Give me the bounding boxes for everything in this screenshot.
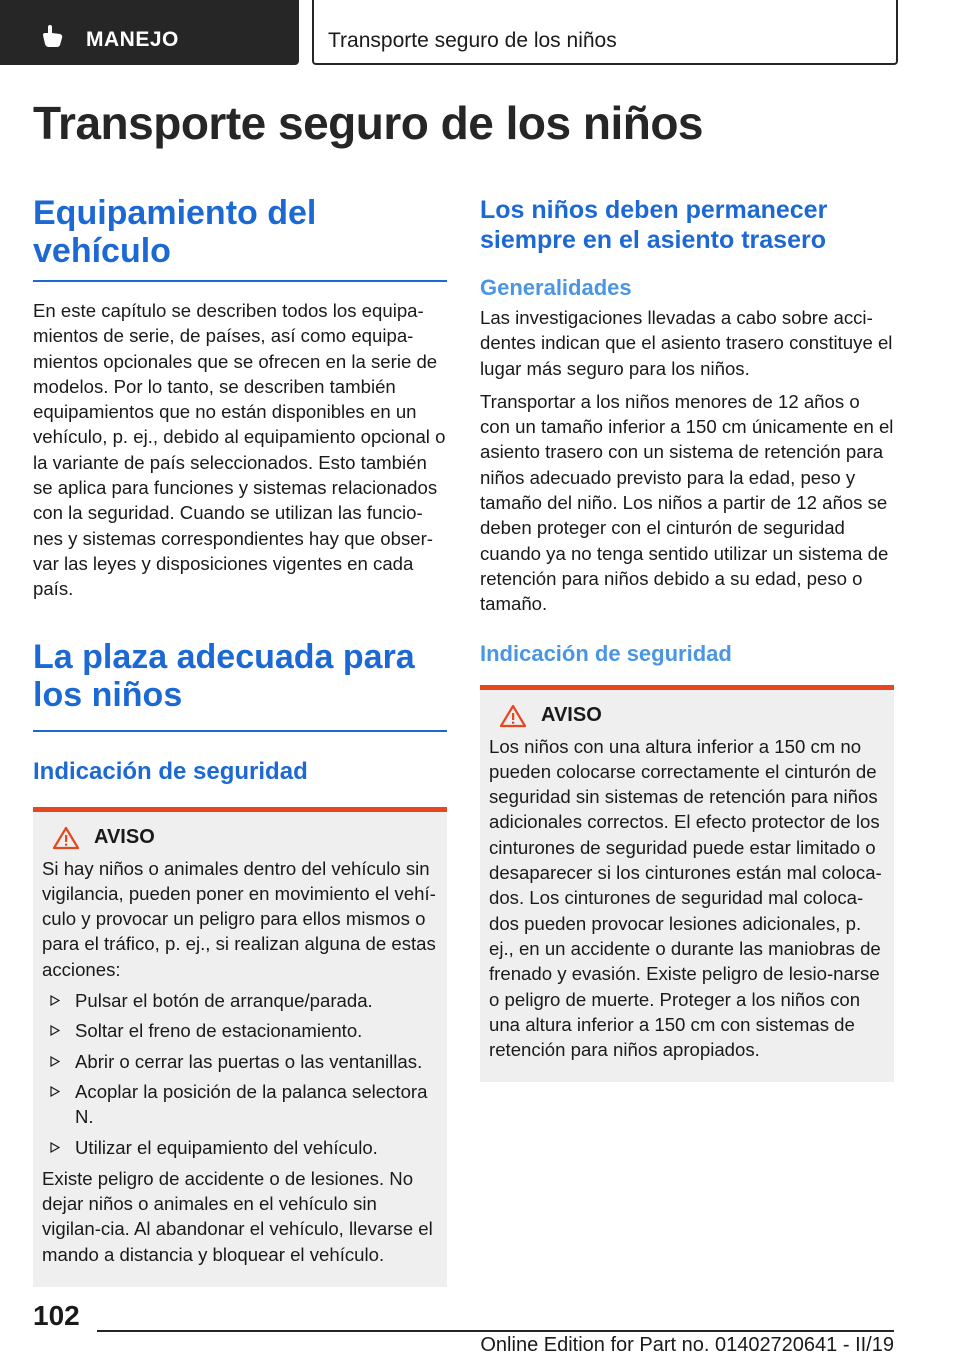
heading-safety-left: Indicación de seguridad [33, 757, 308, 785]
list-item-text: Acoplar la posición de la palanca selectora N. [75, 1080, 428, 1128]
triangle-bullet-icon [50, 1086, 60, 1097]
warning-box-left [33, 807, 447, 1287]
warning-text: Los niños con una altura inferior a 150 cm no pueden colocarse correctamente el cinturón de seguridad sin sistemas de retención para niños adicionales correctos. El efecto protector de los cinturones de seguridad puede estar limitado o desaparecer si los cinturones están mal coloca-dos. Los cinturones de seguridad mal coloca-dos pueden provocar lesiones adicionales, p. ej., en un accidente o durante las maniobras de frenado y evasión. Existe peligro de lesio-narse o peligro de muerte. Proteger a los niños con una altura inferior a 150 cm con sistemas de retención para niños apropiados. [489, 735, 882, 1061]
warning-outro: Existe peligro de accidente o de lesiones. No dejar niños o animales en el vehículo sin vigilan-cia. Al abandonar el vehículo, llevarse el mando a distancia y bloquear el vehículo. [42, 1167, 433, 1265]
list-item-text: Pulsar el botón de arranque/parada. [75, 990, 373, 1012]
warning-list [42, 988, 438, 1160]
warning-label: AVISO [94, 826, 155, 849]
triangle-bullet-icon [50, 995, 60, 1006]
warning-intro: Si hay niños o animales dentro del vehículo sin vigilancia, pueden poner en movimiento el vehí-culo y provocar un peligro para ellos mismos o para el tráfico, p. ej., si realizan alguna de estas acciones: [42, 857, 436, 980]
heading-rule [33, 730, 447, 732]
warning-label: AVISO [541, 704, 602, 727]
chapter-header [312, 0, 898, 65]
heading-safety-right: Indicación de seguridad [480, 640, 732, 666]
page-number: 102 [33, 1300, 80, 1331]
heading-general: Generalidades [480, 275, 632, 300]
warning-header [52, 826, 438, 850]
list-item [42, 1049, 438, 1074]
heading-rule [33, 280, 447, 282]
triangle-bullet-icon [50, 1056, 60, 1067]
list-item [42, 988, 438, 1013]
right-column [480, 195, 894, 1082]
chapter-title: Transporte seguro de los niños [328, 29, 617, 52]
heading-rear-seat: Los niños deben permanecer siempre en el asiento trasero [480, 196, 828, 254]
triangle-bullet-icon [50, 1025, 60, 1036]
edition-note: Online Edition for Part no. 01402720641 - II/19 [480, 1334, 894, 1356]
list-item [42, 1079, 438, 1130]
page-title: Transporte seguro de los niños [33, 97, 704, 149]
list-item [42, 1135, 438, 1160]
warning-triangle-icon [52, 826, 80, 850]
paragraph-equipment: En este capítulo se describen todos los equipa-mientos de serie, de países, así como equipa-mientos opcionales que se ofrecen en la serie de modelos. Por lo tanto, se describen también equipamientos que no están disponibles en un vehículo, p. ej., debido al equipamiento opcional o la variante de país seleccionados. Esto también se aplica para funciones y sistemas relacionados con la seguridad. Cuando se utilizan las funcio-nes y sistemas correspondientes hay que obser-var las leyes y disposiciones vigentes en cada país. [33, 300, 446, 600]
list-item-text: Abrir o cerrar las puertas o las ventanillas. [75, 1050, 423, 1072]
left-column [33, 194, 447, 1287]
warning-triangle-icon [499, 704, 527, 728]
warning-header [499, 704, 885, 728]
steering-hand-icon [40, 24, 66, 48]
section-label: MANEJO [86, 28, 179, 51]
footer-rule [97, 1330, 894, 1332]
list-item-text: Soltar el freno de estacionamiento. [75, 1020, 363, 1042]
section-tab [0, 0, 299, 65]
paragraph-general-1: Las investigaciones llevadas a cabo sobre acci-dentes indican que el asiento trasero constituye el lugar más seguro para los niños. [480, 307, 893, 379]
list-item [42, 1018, 438, 1043]
list-item-text: Utilizar el equipamiento del vehículo. [75, 1136, 378, 1158]
warning-box-right [480, 685, 894, 1083]
triangle-bullet-icon [50, 1142, 60, 1153]
heading-equipment: Equipamiento del vehículo [33, 194, 317, 270]
heading-child-place: La plaza adecuada para los niños [33, 637, 415, 714]
paragraph-general-2: Transportar a los niños menores de 12 años o con un tamaño inferior a 150 cm únicamente en el asiento trasero con un sistema de retención para niños adecuado previsto para la edad, peso y tamaño del niño. Los niños a partir de 12 años se deben proteger con el cinturón de seguridad cuando ya no tenga sentido utilizar un sistema de retención para niños debido a su edad, peso o tamaño. [480, 390, 894, 615]
